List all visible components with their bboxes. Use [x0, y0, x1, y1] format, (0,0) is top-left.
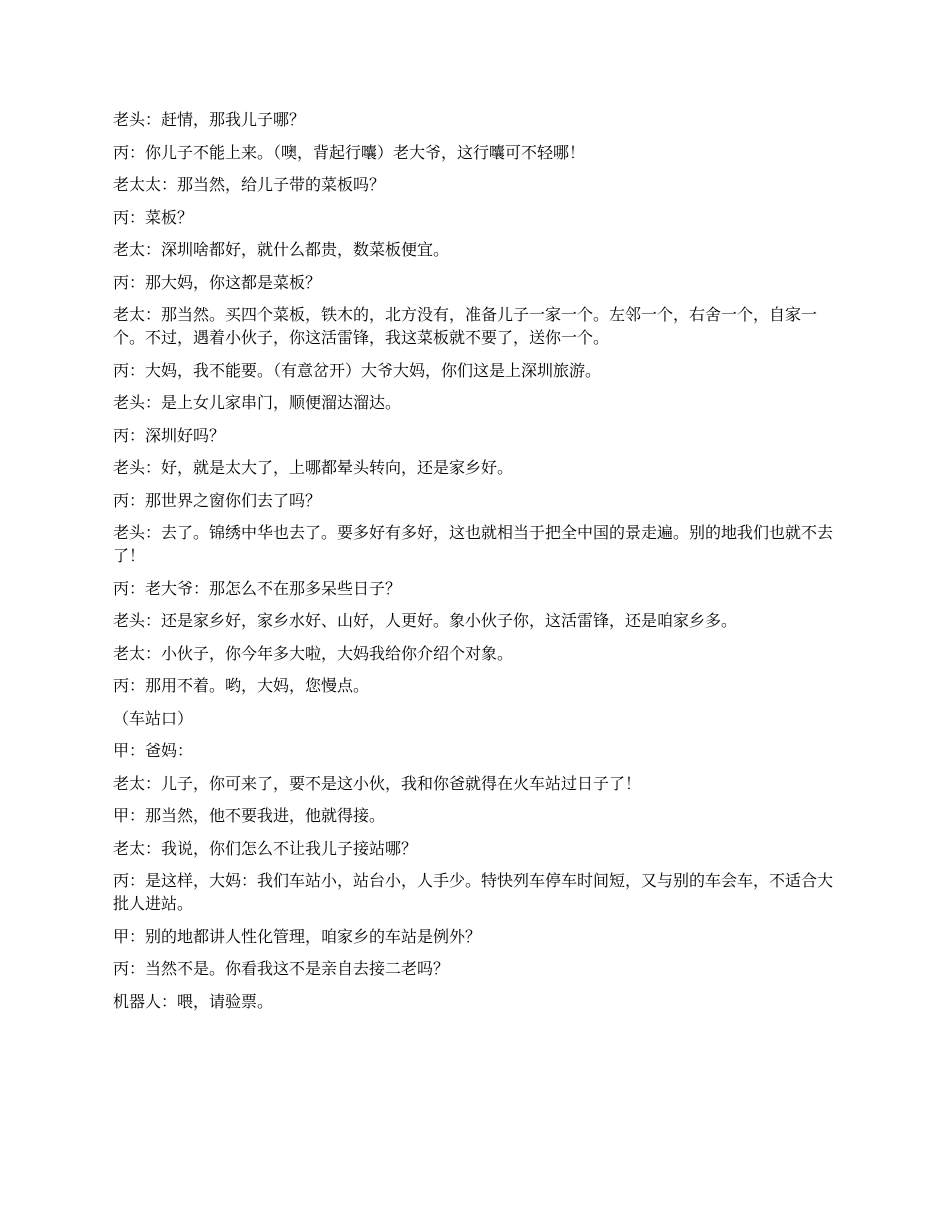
dialogue-line: 丙：深圳好吗？ [113, 425, 226, 445]
dialogue-line: 老太：我说，你们怎么不让我儿子接站哪？ [113, 838, 418, 858]
dialogue-line: 丙：菜板？ [113, 207, 194, 227]
dialogue-line: 丙：那用不着。哟，大妈，您慢点。 [113, 676, 370, 695]
dialogue-line: 老头：去了。锦绣中华也去了。要多好有多好，这也就相当于把全中国的景走遍。别的地我们也就不去了！ [113, 523, 834, 565]
dialogue-line: 丙：那世界之窗你们去了吗？ [113, 490, 322, 510]
dialogue-line: 老太：深圳啥都好，就什么都贵，数菜板便宜。 [113, 240, 450, 259]
dialogue-line: 丙：老大爷：那怎么不在那多呆些日子？ [113, 578, 402, 598]
dialogue-line: 老太太：那当然，给儿子带的菜板吗？ [113, 175, 386, 194]
dialogue-line: 丙：那大妈，你这都是菜板？ [113, 272, 322, 292]
stage-direction: （车站口） [113, 708, 194, 728]
dialogue-line: 甲：别的地都讲人性化管理，咱家乡的车站是例外？ [113, 926, 482, 946]
dialogue-line: 丙：大妈，我不能要。（有意岔开）大爷大妈，你们这是上深圳旅游。 [113, 360, 602, 380]
dialogue-line: 老头：赶情，那我儿子哪？ [113, 110, 306, 129]
dialogue-line: 老头：好，就是太大了，上哪都晕头转向，还是家乡好。 [113, 458, 514, 477]
dialogue-line: 甲：那当然，他不要我进，他就得接。 [113, 806, 386, 825]
dialogue-line: 丙：当然不是。你看我这不是亲自去接二老吗？ [113, 959, 450, 978]
dialogue-line: 老太：那当然。买四个菜板，铁木的，北方没有，准备儿子一家一个。左邻一个，右舍一个，自家一个。不过，遇着小伙子，你这活雷锋，我这菜板就不要了，送你一个。 [113, 305, 818, 347]
dialogue-line: 老头：是上女儿家串门，顺便溜达溜达。 [113, 393, 402, 412]
dialogue-line: 甲：爸妈： [113, 741, 194, 760]
document-page [113, 108, 841, 1022]
dialogue-line: 老太：儿子，你可来了，要不是这小伙，我和你爸就得在火车站过日子了！ [113, 773, 642, 793]
dialogue-line: 丙：是这样，大妈：我们车站小，站台小，人手少。特快列车停车时间短，又与别的车会车，不适合大批人进站。 [113, 871, 834, 913]
dialogue-line: 机器人：喂，请验票。 [113, 991, 274, 1011]
dialogue-line: 老头：还是家乡好，家乡水好、山好，人更好。象小伙子你，这活雷锋，还是咱家乡多。 [113, 611, 738, 630]
dialogue-line: 老太：小伙子，你今年多大啦，大妈我给你介绍个对象。 [113, 643, 514, 663]
dialogue-line: 丙：你儿子不能上来。（噢，背起行囔）老大爷，这行囔可不轻哪！ [113, 142, 586, 162]
